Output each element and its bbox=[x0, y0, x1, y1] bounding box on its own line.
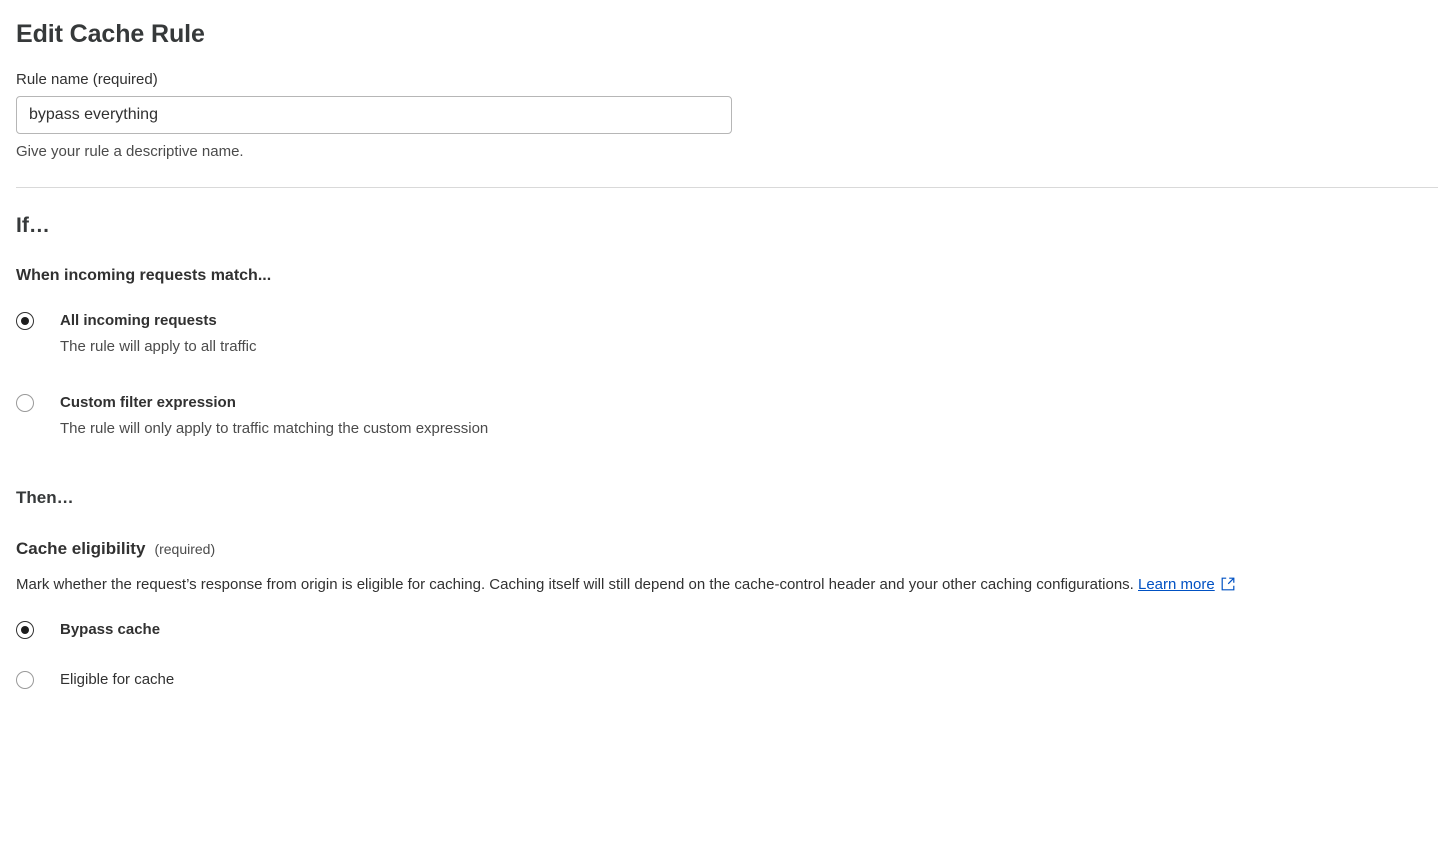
page-title: Edit Cache Rule bbox=[16, 20, 205, 48]
radio-description-custom-filter-expression: The rule will only apply to traffic matching the custom expression bbox=[60, 420, 489, 437]
cache-eligibility-description-text: Mark whether the request’s response from origin is eligible for caching. Caching itself will still depend on the cache-control header and your other caching configurations. bbox=[16, 576, 1138, 593]
radio-label-custom-filter-expression: Custom filter expression bbox=[60, 394, 236, 411]
radio-option-eligible-for-cache[interactable] bbox=[16, 670, 1438, 690]
incoming-requests-radio-group bbox=[16, 311, 1438, 439]
external-link-icon bbox=[1221, 576, 1235, 598]
radio-icon-all-incoming-requests[interactable] bbox=[16, 312, 34, 330]
radio-option-all-incoming-requests[interactable] bbox=[16, 311, 1438, 357]
rule-name-helper: Give your rule a descriptive name. bbox=[16, 143, 244, 160]
then-section-heading: Then… bbox=[16, 488, 74, 507]
radio-option-custom-filter-expression[interactable] bbox=[16, 393, 1438, 439]
radio-option-bypass-cache[interactable] bbox=[16, 620, 1438, 640]
cache-eligibility-radio-group bbox=[16, 620, 1438, 690]
learn-more-link[interactable]: Learn more bbox=[1138, 576, 1215, 593]
if-section-heading: If… bbox=[16, 214, 50, 237]
radio-label-bypass-cache: Bypass cache bbox=[60, 621, 161, 638]
cache-eligibility-required-tag: (required) bbox=[154, 541, 216, 557]
radio-icon-eligible-for-cache[interactable] bbox=[16, 671, 34, 689]
if-section-subheading: When incoming requests match... bbox=[16, 267, 272, 284]
rule-name-input[interactable] bbox=[16, 96, 732, 134]
radio-icon-custom-filter-expression[interactable] bbox=[16, 394, 34, 412]
cache-eligibility-heading bbox=[16, 539, 1438, 559]
radio-label-all-incoming-requests: All incoming requests bbox=[60, 312, 217, 329]
section-divider bbox=[16, 187, 1438, 188]
radio-icon-bypass-cache[interactable] bbox=[16, 621, 34, 639]
radio-label-eligible-for-cache: Eligible for cache bbox=[60, 671, 175, 688]
radio-description-all-incoming-requests: The rule will apply to all traffic bbox=[60, 338, 257, 355]
cache-eligibility-title: Cache eligibility bbox=[16, 539, 146, 558]
cache-eligibility-description bbox=[16, 574, 1438, 598]
rule-name-label: Rule name (required) bbox=[16, 71, 158, 88]
